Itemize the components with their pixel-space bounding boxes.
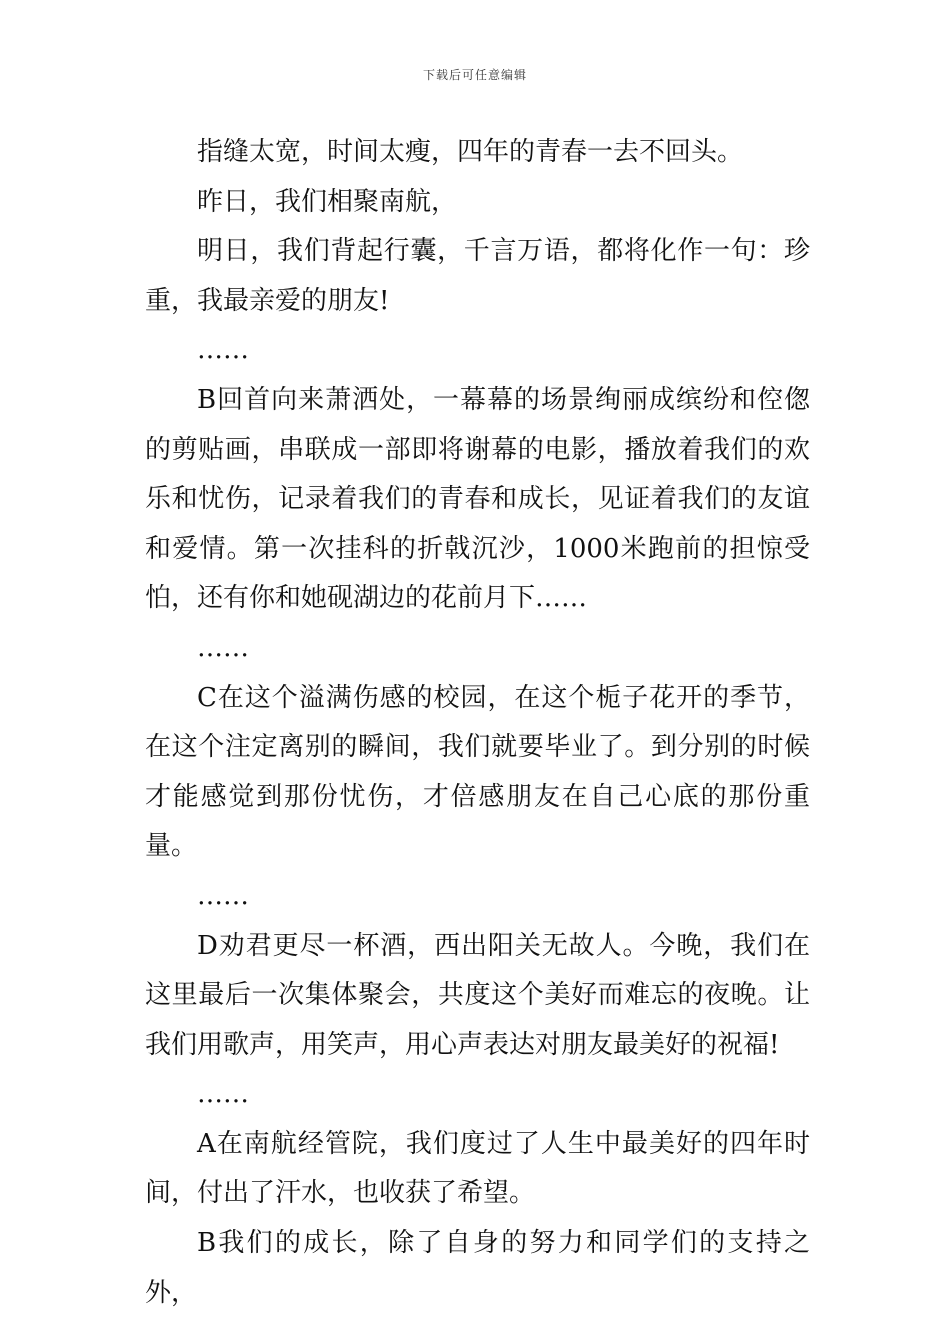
ellipsis-line: ……: [197, 1079, 249, 1110]
paragraph: B回首向来萧洒处，一幕幕的场景绚丽成缤纷和倥偬的剪贴画，串联成一部即将谢幕的电影，播放着我们的欢乐和忧伤，记录着我们的青春和成长，见证着我们的友谊和爱情。第一次挂科的折戟沉沙，1000米跑前的担惊受怕，还有你和她砚湖边的花前月下……: [145, 384, 810, 614]
paragraph: B我们的成长，除了自身的努力和同学们的支持之外，: [145, 1228, 810, 1308]
ellipsis-line: ……: [197, 880, 249, 911]
paragraph: C在这个溢满伤感的校园，在这个栀子花开的季节，在这个注定离别的瞬间，我们就要毕业了。到分别的时候才能感觉到那份忧伤，才倍感朋友在自己心底的那份重量。: [145, 682, 810, 862]
document-body: [145, 128, 810, 1318]
paragraph: D劝君更尽一杯酒，西出阳关无故人。今晚，我们在这里最后一次集体聚会，共度这个美好而难忘的夜晚。让我们用歌声，用笑声，用心声表达对朋友最美好的祝福!: [145, 930, 810, 1060]
paragraph: 明日，我们背起行囊，千言万语，都将化作一句：珍重，我最亲爱的朋友!: [145, 236, 810, 316]
paragraph: 指缝太宽，时间太瘦，四年的青春一去不回头。: [197, 137, 744, 167]
paragraph: A在南航经管院，我们度过了人生中最美好的四年时间，付出了汗水，也收获了希望。: [145, 1128, 810, 1209]
ellipsis-line: ……: [197, 335, 249, 366]
ellipsis-line: ……: [197, 632, 249, 663]
page-header: 下载后可任意编辑: [422, 68, 527, 82]
paragraph: 昨日，我们相聚南航，: [197, 186, 458, 217]
